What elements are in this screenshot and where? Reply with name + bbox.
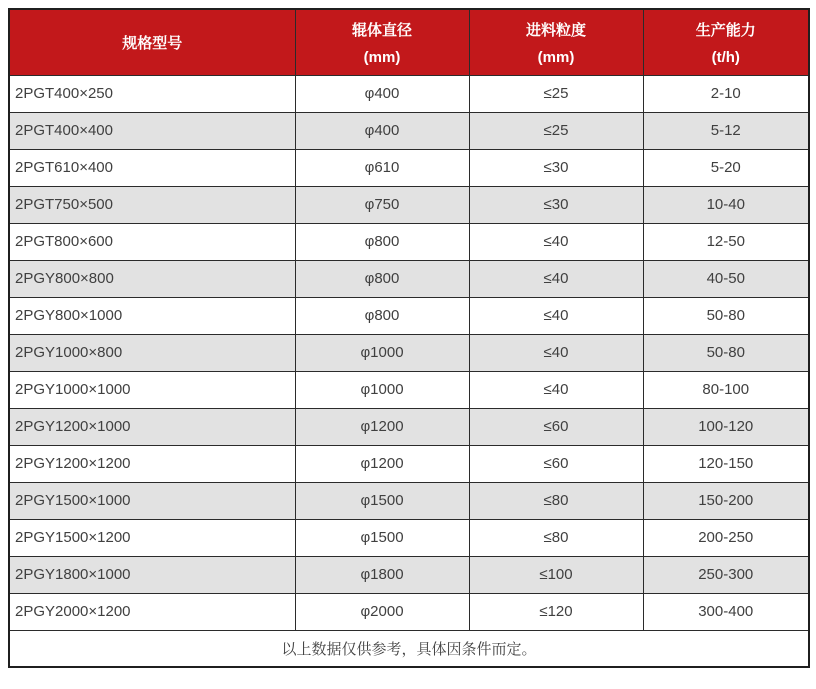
spec-table-footer: [9, 630, 809, 667]
model-cell: 2PGY1000×1000: [9, 371, 295, 408]
feed-size-cell: ≤40: [469, 223, 643, 260]
spec-table: [8, 8, 810, 668]
capacity-cell: 200-250: [643, 519, 809, 556]
footnote-row: [9, 630, 809, 667]
feed-size-cell: ≤25: [469, 75, 643, 112]
feed-size-cell: ≤80: [469, 482, 643, 519]
capacity-cell: 150-200: [643, 482, 809, 519]
feed-size-cell: ≤40: [469, 260, 643, 297]
table-row: [9, 593, 809, 630]
table-row: [9, 556, 809, 593]
table-row: [9, 223, 809, 260]
diameter-cell: φ610: [295, 149, 469, 186]
capacity-cell: 10-40: [643, 186, 809, 223]
model-cell: 2PGT400×400: [9, 112, 295, 149]
diameter-cell: φ1500: [295, 482, 469, 519]
feed-size-cell: ≤40: [469, 334, 643, 371]
column-unit: (mm): [537, 48, 575, 66]
model-cell: 2PGY1500×1000: [9, 482, 295, 519]
capacity-cell: 120-150: [643, 445, 809, 482]
table-row: [9, 371, 809, 408]
diameter-cell: φ1200: [295, 408, 469, 445]
feed-size-cell: ≤25: [469, 112, 643, 149]
spec-table-header: [9, 9, 809, 75]
header-row: [9, 9, 809, 75]
model-cell: 2PGY1000×800: [9, 334, 295, 371]
table-row: [9, 408, 809, 445]
column-unit: (mm): [363, 48, 401, 66]
feed-size-cell: ≤100: [469, 556, 643, 593]
column-header-diameter: [295, 9, 469, 75]
diameter-cell: φ400: [295, 75, 469, 112]
column-header-feed-size: [469, 9, 643, 75]
column-header-model: [9, 9, 295, 75]
model-cell: 2PGY1200×1200: [9, 445, 295, 482]
model-cell: 2PGT800×600: [9, 223, 295, 260]
diameter-cell: φ1000: [295, 334, 469, 371]
feed-size-cell: ≤80: [469, 519, 643, 556]
model-cell: 2PGY800×1000: [9, 297, 295, 334]
model-cell: 2PGT610×400: [9, 149, 295, 186]
table-row: [9, 149, 809, 186]
capacity-cell: 80-100: [643, 371, 809, 408]
capacity-cell: 50-80: [643, 334, 809, 371]
table-row: [9, 519, 809, 556]
diameter-cell: φ800: [295, 223, 469, 260]
column-unit: (t/h): [711, 48, 740, 66]
capacity-cell: 5-20: [643, 149, 809, 186]
capacity-cell: 250-300: [643, 556, 809, 593]
column-title: 进料粒度: [525, 21, 586, 39]
feed-size-cell: ≤30: [469, 186, 643, 223]
table-row: [9, 260, 809, 297]
diameter-cell: φ800: [295, 260, 469, 297]
table-row: [9, 186, 809, 223]
feed-size-cell: ≤30: [469, 149, 643, 186]
column-title: 生产能力: [695, 21, 756, 39]
model-cell: 2PGY2000×1200: [9, 593, 295, 630]
diameter-cell: φ1200: [295, 445, 469, 482]
feed-size-cell: ≤60: [469, 445, 643, 482]
diameter-cell: φ400: [295, 112, 469, 149]
table-row: [9, 482, 809, 519]
feed-size-cell: ≤40: [469, 371, 643, 408]
spec-table-body: [9, 75, 809, 630]
model-cell: 2PGY1500×1200: [9, 519, 295, 556]
capacity-cell: 40-50: [643, 260, 809, 297]
feed-size-cell: ≤60: [469, 408, 643, 445]
diameter-cell: φ800: [295, 297, 469, 334]
capacity-cell: 2-10: [643, 75, 809, 112]
feed-size-cell: ≤40: [469, 297, 643, 334]
table-row: [9, 334, 809, 371]
table-row: [9, 112, 809, 149]
model-cell: 2PGY800×800: [9, 260, 295, 297]
column-title: 辊体直径: [351, 21, 412, 39]
diameter-cell: φ1500: [295, 519, 469, 556]
capacity-cell: 300-400: [643, 593, 809, 630]
diameter-cell: φ2000: [295, 593, 469, 630]
diameter-cell: φ750: [295, 186, 469, 223]
model-cell: 2PGT400×250: [9, 75, 295, 112]
diameter-cell: φ1000: [295, 371, 469, 408]
model-cell: 2PGT750×500: [9, 186, 295, 223]
capacity-cell: 50-80: [643, 297, 809, 334]
table-row: [9, 297, 809, 334]
table-row: [9, 445, 809, 482]
model-cell: 2PGY1800×1000: [9, 556, 295, 593]
capacity-cell: 5-12: [643, 112, 809, 149]
feed-size-cell: ≤120: [469, 593, 643, 630]
diameter-cell: φ1800: [295, 556, 469, 593]
footnote-text: 以上数据仅供参考，具体因条件而定。: [9, 630, 809, 667]
column-header-capacity: [643, 9, 809, 75]
model-cell: 2PGY1200×1000: [9, 408, 295, 445]
table-row: [9, 75, 809, 112]
column-title: 规格型号: [122, 34, 183, 52]
capacity-cell: 100-120: [643, 408, 809, 445]
capacity-cell: 12-50: [643, 223, 809, 260]
